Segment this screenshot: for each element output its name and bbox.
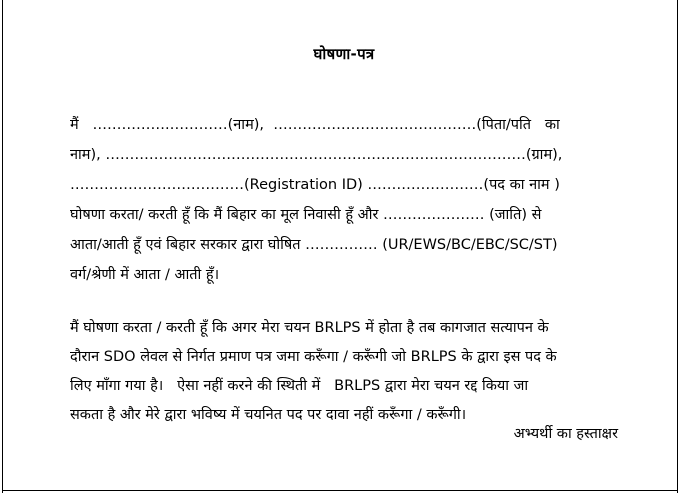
page-title: घोषणा-पत्र bbox=[313, 45, 375, 63]
paragraph-line: सकता है और मेरे द्वारा भविष्य में चयनित पद पर दावा नहीं करूँगा / करूँगी। bbox=[70, 407, 467, 423]
paragraph-line: दौरान SDO लेवल से निर्गत प्रमाण पत्र जमा करूँगा / करूँगी जो BRLPS के द्वारा इस पद के bbox=[70, 349, 557, 365]
page-border-bottom bbox=[2, 490, 678, 491]
paragraph-line: घोषणा करता/ करती हूँ कि मैं बिहार का मूल निवासी हूँ और ………………… (जाति) से bbox=[70, 207, 542, 223]
page-border-right bbox=[677, 0, 678, 493]
declaration-paragraph-2 bbox=[70, 314, 618, 430]
paragraph-line: मैं …………….…………(नाम), ……………………………………(पिता/पति का bbox=[70, 117, 560, 133]
paragraph-line: आता/आती हूँ एवं बिहार सरकार द्वारा घोषित …………… (UR/EWS/BC/EBC/SC/ST) bbox=[70, 237, 558, 253]
paragraph-line: नाम), ……………………………………………………………………………(ग्राम), bbox=[70, 147, 563, 163]
paragraph-line: लिए माँगा गया है। ऐसा नहीं करने की स्थिती में BRLPS द्वारा मेरा चयन रद्द किया जा bbox=[70, 378, 529, 394]
paragraph-line: मैं घोषणा करता / करती हूँ कि अगर मेरा चयन BRLPS में होता है तब कागजात सत्यापन के bbox=[70, 320, 549, 336]
document-content bbox=[70, 0, 618, 430]
declaration-paragraph-1 bbox=[70, 110, 618, 290]
paragraph-line: वर्ग/श्रेणी में आता / आती हूँ। bbox=[70, 267, 220, 283]
page-border-left bbox=[2, 0, 3, 493]
paragraph-line: ………………………………(Registration ID) ……………………(पद का नाम ) bbox=[70, 177, 560, 193]
signature-label: अभ्यर्थी का हस्ताक्षर bbox=[513, 426, 618, 442]
